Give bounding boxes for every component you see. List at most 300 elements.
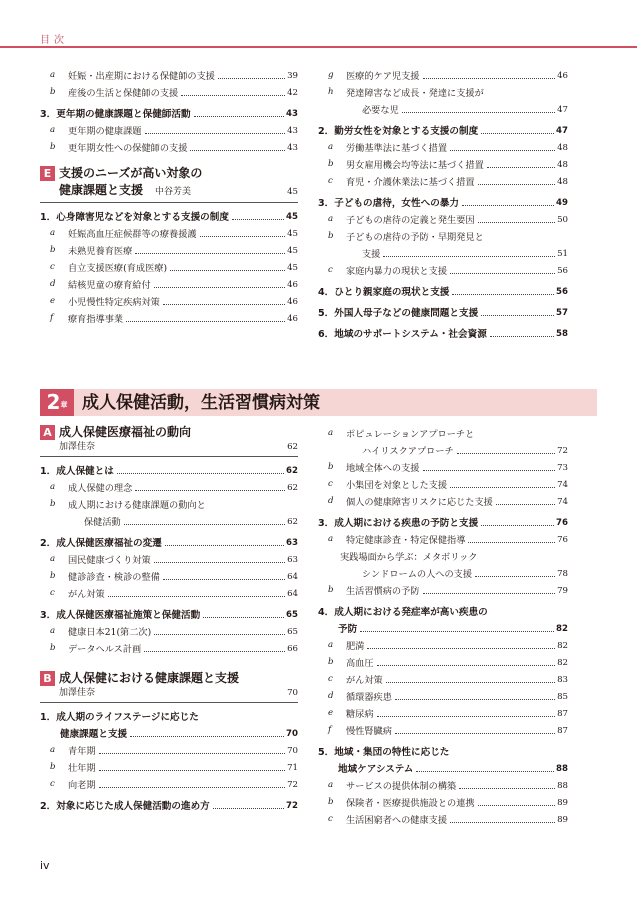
toc-entry-title: 成人保健の理念 [68, 483, 133, 494]
leader-dots [478, 805, 555, 806]
toc-entry[interactable] [40, 639, 298, 656]
toc-entry-page: 79 [557, 586, 568, 596]
toc-entry-title: 地域全体への支援 [346, 463, 420, 474]
toc-entry-page: 51 [557, 249, 568, 259]
toc-column-top-left [40, 66, 298, 326]
toc-entry-title: 子どもの虐待の定義と発生要因 [346, 215, 475, 226]
toc-entry-title: 3．成人期における疾患の予防と支援 [318, 518, 479, 529]
toc-entry-letter: b [50, 142, 56, 152]
toc-entry[interactable] [318, 492, 568, 509]
toc-entry[interactable] [318, 547, 568, 564]
toc-entry-letter: d [50, 279, 56, 289]
toc-entry[interactable] [318, 66, 568, 83]
leader-dots [457, 453, 555, 454]
toc-entry-page: 72 [557, 446, 568, 456]
toc-entry[interactable] [40, 758, 298, 775]
leader-dots [126, 321, 285, 322]
toc-entry[interactable] [40, 275, 298, 292]
leader-dots [154, 562, 285, 563]
section-title-line1[interactable]: 支援のニーズが高い対象の [59, 166, 203, 180]
toc-entry-title: がん対策 [68, 589, 105, 600]
toc-entry[interactable] [40, 224, 298, 241]
toc-entry[interactable] [40, 258, 298, 275]
toc-entry[interactable] [40, 478, 298, 495]
toc-entry-title: 2．対象に応じた成人保健活動の進め方 [40, 801, 210, 812]
toc-entry-page: 63 [287, 555, 298, 565]
toc-entry-title: 5．地域・集団の特性に応じた [318, 747, 450, 758]
toc-entry-title: 4．ひとり親家庭の現状と支援 [318, 287, 450, 298]
toc-entry-letter: c [328, 674, 333, 684]
leader-dots [360, 631, 554, 632]
toc-entry-title: 地域ケアシステム [338, 764, 414, 775]
leader-dots [213, 808, 284, 809]
toc-entry[interactable] [318, 244, 568, 261]
toc-section-entry[interactable] [318, 282, 568, 299]
toc-entry-letter: c [328, 814, 333, 824]
toc-section-entry[interactable] [40, 796, 298, 813]
section-badge: E [40, 166, 55, 181]
chapter-number: 2 [46, 390, 61, 414]
leader-dots [383, 256, 555, 257]
toc-section-entry[interactable] [40, 605, 298, 622]
toc-entry[interactable] [40, 584, 298, 601]
toc-entry-letter: c [50, 779, 55, 789]
toc-entry-page: 88 [556, 764, 568, 774]
toc-entry[interactable] [318, 475, 568, 492]
toc-column-bottom-right [318, 424, 568, 827]
toc-entry-title: 妊娠・出産期における保健師の支援 [68, 71, 215, 82]
toc-entry[interactable] [318, 172, 568, 189]
toc-entry-page: 48 [557, 160, 568, 170]
toc-entry-title: 2．成人保健医療福祉の変遷 [40, 538, 162, 549]
toc-entry-letter: b [328, 231, 334, 241]
toc-section-entry[interactable] [318, 303, 568, 320]
toc-entry-page: 58 [556, 329, 568, 339]
toc-section-entry[interactable] [40, 207, 298, 224]
toc-section-entry[interactable] [40, 104, 298, 121]
toc-entry-letter: e [328, 708, 334, 718]
toc-entry-title: 労働基準法に基づく措置 [346, 143, 448, 154]
toc-section-entry[interactable] [318, 602, 568, 619]
toc-entry-letter: b [50, 499, 56, 509]
toc-entry-page: 64 [287, 589, 298, 599]
toc-entry-page: 89 [557, 815, 568, 825]
toc-entry-letter: a [50, 125, 56, 135]
toc-entry-letter: b [50, 762, 56, 772]
toc-entry-letter: b [50, 643, 56, 653]
toc-entry-page: 49 [556, 198, 568, 208]
toc-entry[interactable] [318, 458, 568, 475]
toc-entry-page: 42 [287, 88, 298, 98]
leader-dots [99, 770, 286, 771]
toc-entry-page: 62 [286, 466, 298, 476]
toc-entry-page: 66 [287, 644, 298, 654]
toc-entry-title: 保険者・医療提供施設との連携 [346, 798, 475, 809]
toc-entry-page: 39 [287, 71, 298, 81]
toc-entry-page: 50 [557, 215, 568, 225]
section-block-e [40, 165, 298, 326]
toc-entry[interactable] [40, 241, 298, 258]
toc-entry-page: 46 [287, 297, 298, 307]
toc-entry-letter: b [50, 245, 56, 255]
toc-entry-title: 高血圧 [346, 658, 374, 669]
toc-section-entry[interactable] [40, 461, 298, 478]
leader-dots [144, 651, 285, 652]
toc-entry-page: 45 [287, 246, 298, 256]
toc-entry-letter: h [328, 87, 334, 97]
toc-entry-page: 76 [556, 518, 568, 528]
toc-entry-letter: a [328, 214, 334, 224]
toc-entry[interactable] [318, 100, 568, 117]
toc-entry-page: 56 [556, 287, 568, 297]
toc-entry-title: 成人期における健康課題の動向と [68, 500, 206, 511]
toc-entry[interactable] [40, 622, 298, 639]
section-block-b [40, 670, 298, 813]
toc-entry-page: 87 [557, 726, 568, 736]
leader-dots [99, 787, 286, 788]
leader-dots [481, 525, 554, 526]
toc-entry-page: 57 [556, 308, 568, 318]
toc-entry-title: 1．成人期のライフステージに応じた [40, 712, 199, 723]
toc-entry-letter: b [328, 585, 334, 595]
section-author: 加澤佳奈 [59, 442, 96, 452]
toc-entry-title: 肥満 [346, 641, 365, 652]
leader-dots [377, 716, 556, 717]
toc-entry-page: 82 [556, 624, 568, 634]
toc-section-entry[interactable] [318, 759, 568, 776]
toc-entry-letter: b [328, 797, 334, 807]
leader-dots [450, 150, 555, 151]
toc-entry-page: 63 [286, 538, 298, 548]
toc-entry[interactable] [318, 83, 568, 100]
toc-entry-letter: c [328, 479, 333, 489]
toc-entry-letter: b [328, 657, 334, 667]
toc-entry[interactable] [40, 741, 298, 758]
toc-section-entry[interactable] [318, 193, 568, 210]
toc-entry-page: 43 [286, 109, 298, 119]
toc-entry-page: 43 [287, 143, 298, 153]
toc-entry-page: 88 [557, 781, 568, 791]
section-badge: A [40, 425, 55, 440]
toc-entry-letter: a [50, 626, 56, 636]
toc-entry-page: 62 [287, 483, 298, 493]
toc-entry[interactable] [318, 138, 568, 155]
toc-entry[interactable] [318, 810, 568, 827]
toc-entry-letter: a [50, 228, 56, 238]
toc-entry-letter: a [328, 780, 334, 790]
toc-entry-title: 慢性腎臓病 [346, 726, 392, 737]
toc-entry-title: 国民健康づくり対策 [68, 555, 151, 566]
toc-entry-letter: b [328, 159, 334, 169]
toc-entry[interactable] [318, 704, 568, 721]
leader-dots [200, 236, 285, 237]
toc-entry-title: がん対策 [346, 675, 383, 686]
toc-entry-title: シンドロームの人への支援 [362, 569, 473, 580]
toc-entry-title: 糖尿病 [346, 709, 374, 720]
toc-entry-letter: c [328, 265, 333, 275]
toc-entry-title: 3．成人保健医療福祉施策と保健活動 [40, 610, 201, 621]
leader-dots [402, 112, 555, 113]
toc-entry-letter: g [328, 70, 334, 80]
section-author: 加澤佳奈 [59, 688, 96, 698]
leader-dots [190, 150, 285, 151]
toc-section-entry[interactable] [318, 513, 568, 530]
leader-dots [163, 304, 285, 305]
toc-entry-page: 47 [556, 126, 568, 136]
toc-entry-page: 74 [557, 480, 568, 490]
leader-dots [496, 504, 555, 505]
toc-entry[interactable] [318, 636, 568, 653]
toc-entry-title: 3．更年期の健康課題と保健師活動 [40, 109, 191, 120]
toc-entry-letter: c [50, 262, 55, 272]
leader-dots [395, 699, 555, 700]
toc-entry[interactable] [318, 721, 568, 738]
toc-entry[interactable] [318, 793, 568, 810]
leader-dots [165, 545, 284, 546]
toc-entry-title: 妊娠高血圧症候群等の療養援護 [68, 229, 197, 240]
leader-dots [450, 487, 555, 488]
leader-dots [423, 78, 556, 79]
leader-dots [108, 596, 285, 597]
toc-section-entry[interactable] [318, 324, 568, 341]
toc-entry-title: 男女雇用機会均等法に基づく措置 [346, 160, 484, 171]
toc-entry-page: 85 [557, 692, 568, 702]
toc-entry[interactable] [40, 775, 298, 792]
toc-section-entry[interactable] [40, 707, 298, 724]
toc-entry-letter: a [50, 482, 56, 492]
leader-dots [170, 270, 285, 271]
toc-entry-page: 46 [287, 314, 298, 324]
toc-entry[interactable] [40, 309, 298, 326]
toc-entry-letter: a [328, 640, 334, 650]
toc-entry-page: 82 [557, 658, 568, 668]
section-title-line2[interactable]: 健康課題と支援 [59, 183, 144, 197]
toc-entry[interactable] [40, 292, 298, 309]
leader-dots [232, 219, 284, 220]
toc-entry[interactable] [318, 210, 568, 227]
toc-entry-title: データヘルス計画 [68, 644, 142, 655]
toc-entry-title: ポピュレーションアプローチと [346, 429, 475, 440]
section-rule [40, 202, 298, 203]
toc-entry-page: 82 [557, 641, 568, 651]
toc-entry-title: 循環器疾患 [346, 692, 392, 703]
section-page: 62 [287, 442, 298, 452]
toc-entry[interactable] [40, 121, 298, 138]
toc-entry-letter: d [328, 496, 334, 506]
toc-entry-title: 未熟児養育医療 [68, 246, 133, 257]
toc-entry-title: 支援 [362, 249, 381, 260]
section-author: 中谷芳美 [155, 187, 192, 197]
toc-section-entry[interactable] [40, 533, 298, 550]
toc-entry[interactable] [318, 776, 568, 793]
toc-entry-page: 47 [557, 105, 568, 115]
toc-section-entry[interactable] [40, 724, 298, 741]
toc-entry-title: 特定健康診査・特定保健指導 [346, 535, 466, 546]
toc-entry-page: 46 [557, 71, 568, 81]
toc-entry-letter: a [50, 70, 56, 80]
leader-dots [462, 205, 554, 206]
toc-entry-title: 6．地域のサポートシステム・社会資源 [318, 329, 487, 340]
toc-entry-title: 向老期 [68, 780, 96, 791]
leader-dots [475, 576, 555, 577]
toc-section-entry[interactable] [318, 619, 568, 636]
toc-entry-title: 医療的ケア児支援 [346, 71, 420, 82]
leader-dots [487, 167, 555, 168]
leader-dots [395, 733, 555, 734]
toc-entry-title: 更年期の健康課題 [68, 126, 142, 137]
leader-dots [423, 470, 556, 471]
chapter-suffix: 章 [60, 401, 68, 409]
toc-entry-letter: a [328, 534, 334, 544]
toc-entry[interactable] [318, 227, 568, 244]
toc-entry-page: 46 [287, 280, 298, 290]
toc-entry[interactable] [318, 155, 568, 172]
leader-dots [481, 133, 554, 134]
toc-entry[interactable] [40, 138, 298, 155]
toc-entry[interactable] [40, 495, 298, 512]
toc-entry-page: 72 [286, 801, 298, 811]
toc-entry[interactable] [318, 424, 568, 441]
toc-entry[interactable] [318, 261, 568, 278]
toc-entry-title: 小集団を対象とした支援 [346, 480, 448, 491]
toc-entry[interactable] [318, 670, 568, 687]
leader-dots [194, 116, 284, 117]
leader-dots [490, 336, 554, 337]
toc-entry[interactable] [40, 83, 298, 100]
leader-dots [481, 315, 554, 316]
toc-entry-page: 45 [286, 212, 298, 222]
toc-entry-title: 療育指導事業 [68, 314, 124, 325]
toc-entry-title: 生活困窮者への健康支援 [346, 815, 448, 826]
toc-entry-page: 83 [557, 675, 568, 685]
toc-entry[interactable] [318, 530, 568, 547]
toc-entry-title: 個人の健康障害リスクに応じた支援 [346, 497, 493, 508]
leader-dots [203, 617, 284, 618]
toc-entry-title: サービスの提供体制の構築 [346, 781, 457, 792]
leader-dots [99, 753, 286, 754]
toc-entry[interactable] [318, 581, 568, 598]
toc-entry-letter: b [328, 462, 334, 472]
toc-entry-title: 小児慢性特定疾病対策 [68, 297, 160, 308]
leader-dots [218, 78, 285, 79]
toc-entry-title: 3．子どもの虐待，女性への暴力 [318, 198, 459, 209]
leader-dots [452, 294, 554, 295]
toc-entry[interactable] [40, 512, 298, 529]
toc-entry-letter: a [50, 745, 56, 755]
toc-entry[interactable] [40, 550, 298, 567]
toc-entry[interactable] [318, 653, 568, 670]
chapter-title[interactable]: 成人保健活動，生活習慣病対策 [82, 393, 320, 413]
section-title[interactable]: 成人保健における健康課題と支援 [59, 671, 240, 685]
toc-entry-title: 健診診査・検診の整備 [68, 572, 160, 583]
chapter-banner [40, 389, 597, 416]
toc-entry-letter: f [50, 313, 54, 323]
toc-entry-page: 87 [557, 709, 568, 719]
toc-entry-title: 4．成人期における発症率が高い疾患の [318, 607, 488, 618]
toc-entry-page: 56 [557, 266, 568, 276]
section-title[interactable]: 成人保健医療福祉の動向 [59, 425, 192, 439]
toc-entry-letter: d [328, 691, 334, 701]
toc-entry[interactable] [318, 687, 568, 704]
toc-entry-letter: c [328, 176, 333, 186]
toc-entry-page: 43 [287, 126, 298, 136]
toc-entry[interactable] [318, 564, 568, 581]
section-rule [40, 702, 298, 703]
leader-dots [386, 682, 555, 683]
section-rule [40, 456, 298, 457]
leader-dots [181, 95, 285, 96]
toc-entry-title: 健康日本21(第二次) [68, 627, 152, 638]
toc-entry-letter: a [328, 142, 334, 152]
toc-entry-page: 70 [287, 746, 298, 756]
chapter-badge [40, 389, 74, 416]
toc-entry-title: 健康課題と支援 [60, 729, 128, 740]
toc-entry-title: 必要な児 [362, 105, 399, 116]
section-page: 70 [287, 688, 298, 698]
toc-entry-title: 産後の生活と保健師の支援 [68, 88, 179, 99]
toc-entry-letter: a [328, 428, 334, 438]
toc-entry-page: 73 [557, 463, 568, 473]
leader-dots [124, 524, 285, 525]
toc-entry-letter: a [50, 554, 56, 564]
toc-entry-title: 5．外国人母子などの健康問題と支援 [318, 308, 479, 319]
toc-entry-page: 76 [557, 535, 568, 545]
toc-entry-title: ハイリスクアプローチ [362, 446, 454, 457]
leader-dots [423, 593, 556, 594]
toc-entry-page: 72 [287, 780, 298, 790]
leader-dots [154, 634, 285, 635]
toc-entry-letter: b [50, 571, 56, 581]
toc-entry[interactable] [318, 441, 568, 458]
leader-dots [145, 133, 286, 134]
running-header: 目次 [40, 35, 68, 46]
toc-entry[interactable] [40, 66, 298, 83]
toc-section-entry[interactable] [318, 742, 568, 759]
leader-dots [468, 542, 555, 543]
toc-entry-title: 壮年期 [68, 763, 96, 774]
toc-entry-title: 2．勤労女性を対象とする支援の制度 [318, 126, 479, 137]
toc-entry-page: 65 [287, 627, 298, 637]
section-badge: B [40, 671, 55, 686]
toc-entry-page: 74 [557, 497, 568, 507]
toc-entry-title: 予防 [338, 624, 358, 635]
toc-entry[interactable] [40, 567, 298, 584]
toc-entry-letter: b [50, 87, 56, 97]
toc-entry-page: 89 [557, 798, 568, 808]
leader-dots [135, 490, 285, 491]
section-page: 45 [287, 187, 298, 197]
toc-entry-page: 45 [287, 263, 298, 273]
toc-entry-title: 育児・介護休業法に基づく措置 [346, 177, 475, 188]
toc-entry-title: 1．成人保健とは [40, 466, 114, 477]
toc-column-bottom-left [40, 424, 298, 813]
toc-entry-letter: e [50, 296, 56, 306]
toc-entry-title: 発達障害など成長・発達に支援が [346, 88, 484, 99]
toc-entry-title: 子どもの虐待の予防・早期発見と [346, 232, 484, 243]
toc-entry-letter: f [328, 725, 332, 735]
toc-entry-title: 1．心身障害児などを対象とする支援の制度 [40, 212, 229, 223]
leader-dots [117, 473, 284, 474]
toc-entry-page: 48 [557, 177, 568, 187]
leader-dots [450, 273, 555, 274]
toc-section-entry[interactable] [318, 121, 568, 138]
toc-entry-letter: c [50, 588, 55, 598]
toc-entry-page: 48 [557, 143, 568, 153]
page-number: iv [40, 859, 50, 872]
toc-entry-title: 家庭内暴力の現状と支援 [346, 266, 448, 277]
leader-dots [450, 822, 555, 823]
toc-entry-title: 保健活動 [84, 517, 121, 528]
